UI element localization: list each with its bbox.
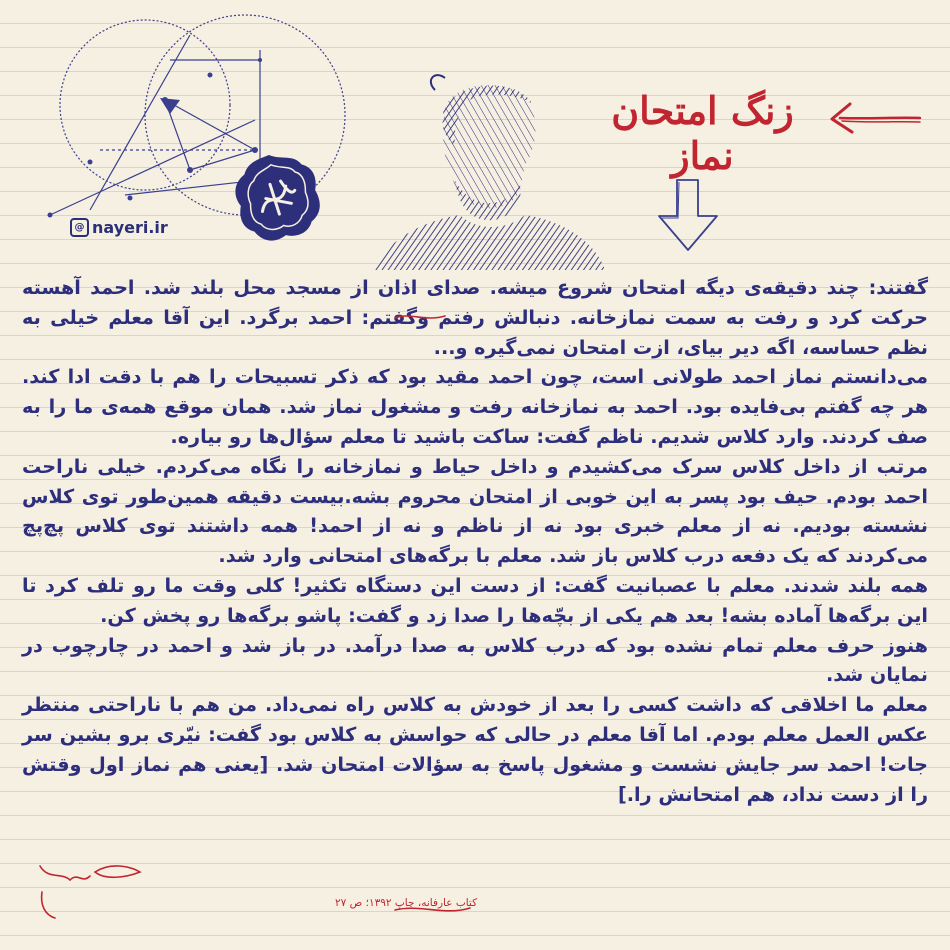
source-credit: کتاب عارفانه، چاپ ۱۳۹۲؛ ص ۲۷ bbox=[335, 897, 478, 909]
arrow-down-icon bbox=[655, 178, 720, 253]
story-text bbox=[22, 273, 928, 809]
page-title: زنگ امتحان نماز bbox=[611, 88, 794, 178]
story-paragraph: معلم ما اخلاقی که داشت کسی را بعد از خودش به کلاس راه نمی‌داد. من هم با ناراحتی منتظر عکس العمل معلم بودم. اما آقا معلم در حالی که حواسش به کلاس بود گفت: نیّری برو بشین سر جات! احمد سر جایش نشست و مشغول پاسخ به سؤالات امتحان شد. [یعنی هم نماز اول وقتش را از دست نداد، هم امتحانش را.] bbox=[22, 693, 928, 806]
calligraphy-seal-icon bbox=[228, 148, 328, 248]
story-paragraph: گفتند: چند دقیقه‌ی دیگه امتحان شروع میشه. صدای اذان از مسجد محل بلند شد. احمد آهسته حرکت کرد و رفت به سمت نمازخانه. دنبالش رفتم وگفتم: احمد برگرد. این آقا معلم خیلی به نظم حساسه، اگه دیر بیای، ازت امتحان نمی‌گیره و... bbox=[22, 276, 928, 359]
story-paragraph: مرتب از داخل کلاس سرک می‌کشیدم و داخل حیاط و نمازخانه را نگاه می‌کردم. خیلی ناراحت احمد بودم. حیف بود پسر به این خوبی از امتحان محروم بشه.بیست دقیقه همین‌طور توی کلاس نشسته بودیم. نه از معلم خبری بود نه از ناظم و نه از احمد! همه داشتند توی کلاس پچ‌پچ می‌کردند که یک دفعه درب کلاس باز شد. معلم با برگه‌های امتحانی وارد شد. bbox=[22, 454, 928, 568]
arrow-left-icon bbox=[828, 98, 923, 138]
at-sign-icon: @ bbox=[70, 218, 89, 237]
story-paragraph: می‌دانستم نماز احمد طولانی است، چون احمد مقید بود که ذکر تسبیحات را هم با دقت ادا کند. هر چه گفتم بی‌فایده بود. احمد به نمازخانه رفت و مشغول نماز شد. همان موقع همه‌ی ما را به صف کردند. وارد کلاس شدیم. ناظم گفت: ساکت باشید تا معلم سؤال‌ها رو بیاره. bbox=[22, 365, 928, 448]
header bbox=[0, 0, 950, 275]
portrait-sketch bbox=[375, 70, 605, 270]
story-paragraph: همه بلند شدند. معلم با عصبانیت گفت: از دست این دستگاه تکثیر! کلی وقت ما رو تلف کرد تا این برگه‌ها آماده بشه! بعد هم یکی از بچّه‌ها را صدا زد و گفت: پاشو برگه‌ها رو پخش کن. bbox=[22, 573, 928, 627]
brand-handle[interactable] bbox=[70, 218, 168, 237]
story-paragraph: هنوز حرف معلم تمام نشده بود که درب کلاس به صدا درآمد. در باز شد و احمد در چارچوب در نمایان شد. bbox=[22, 633, 928, 687]
brand-name: nayeri.ir bbox=[92, 218, 168, 237]
